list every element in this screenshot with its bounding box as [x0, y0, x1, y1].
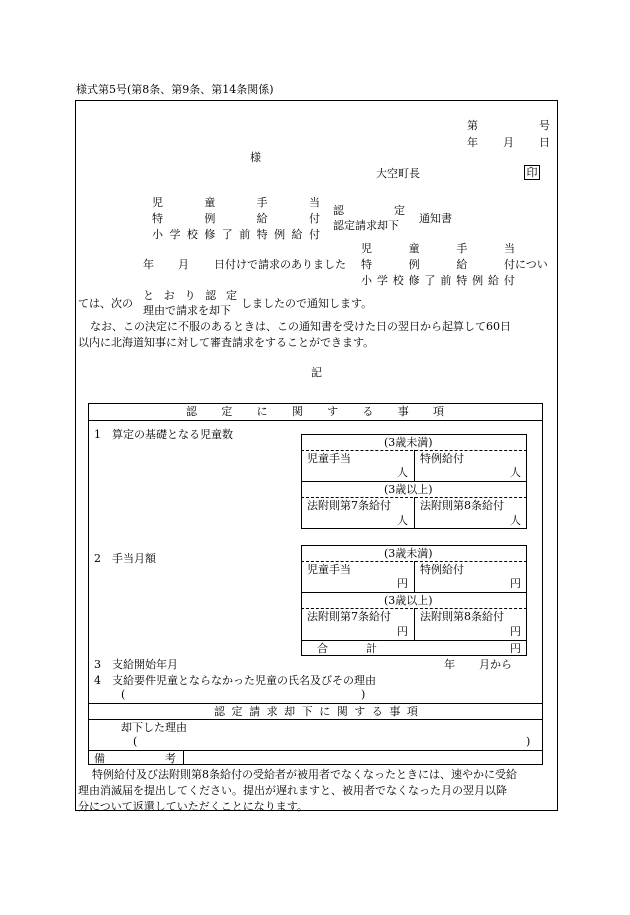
reject-reason-label: 却下した理由 — [121, 721, 187, 734]
body-date-month: 月 — [178, 258, 189, 271]
notice-line3: 分について返還していただくことになります。 — [78, 800, 308, 813]
item1-supp7: 法附則第7条給付 — [307, 499, 391, 512]
remarks-top-line — [88, 750, 543, 751]
reject-header: 認 定 請 求 却 下 に 関 す る 事 項 — [214, 705, 418, 718]
item4-label: 4 支給要件児童とならなかった児童の氏名及びその理由 — [94, 674, 376, 687]
item4-paren-close: ) — [361, 688, 366, 701]
item2-unit-4: 円 — [510, 625, 521, 638]
item3-month: 月から — [479, 658, 512, 671]
item1-over3: (3歳以上) — [384, 483, 433, 496]
item1-vdiv-1 — [414, 450, 415, 481]
body-line2-prefix: ては、次の — [78, 297, 133, 310]
number-suffix: 号 — [539, 119, 550, 132]
date-day-label: 日 — [539, 136, 550, 149]
issuer-name: 大空町長 — [376, 167, 420, 180]
item4-paren-open: ( — [121, 688, 126, 701]
title-allowance-special: 特 例 給 付 — [152, 212, 320, 225]
seal-mark: 印 — [524, 165, 540, 180]
item2-unit-2: 円 — [510, 577, 521, 590]
body-trail: につい — [515, 258, 548, 271]
item1-label: 1 算定の基礎となる児童数 — [94, 428, 233, 441]
item2-unit-3: 円 — [397, 625, 408, 638]
item2-vdiv-2 — [414, 608, 415, 640]
reject-paren-close: ) — [526, 735, 531, 748]
title-suffix: 通知書 — [419, 212, 452, 225]
appeal-line2: 以内に北海道知事に対して審査請求をすることができます。 — [78, 336, 375, 349]
item1-unit-4: 人 — [510, 514, 521, 527]
body-date-text: 日付けで請求のありました — [214, 258, 346, 271]
form-title: 様式第5号(第8条、第9条、第14条関係) — [76, 83, 274, 96]
reject-header-bottom-line — [88, 719, 543, 720]
item1-under3: (3歳未満) — [384, 436, 433, 449]
item2-total-label: 合 計 — [317, 642, 377, 655]
body-result-approve: と お り 認 定 — [143, 289, 237, 302]
body-date-year: 年 — [143, 258, 154, 271]
item2-over3: (3歳以上) — [384, 594, 433, 607]
reject-header-top-line — [88, 703, 543, 704]
item2-child-allowance: 児童手当 — [307, 563, 351, 576]
item2-divider — [301, 592, 527, 593]
ki-heading: 記 — [311, 366, 322, 379]
item2-label: 2 手当月額 — [94, 552, 156, 565]
appeal-line1: なお、この決定に不服のあるときは、この通知書を受けた日の翌日から起算して60日 — [90, 320, 511, 333]
item2-supp7: 法附則第7条給付 — [307, 610, 391, 623]
addressee-suffix: 様 — [250, 151, 261, 164]
item2-special-benefit: 特例給付 — [420, 563, 464, 576]
item1-vdiv-2 — [414, 497, 415, 529]
body-allowance-special: 特 例 給 付 — [361, 258, 515, 271]
item3-label: 3 支給開始年月 — [94, 658, 178, 671]
item2-total-divider — [301, 640, 527, 641]
body-allowance-elementary: 小 学 校 修 了 前 特 例 給 付 — [361, 274, 515, 287]
body-line2-suffix: しましたので通知します。 — [241, 297, 373, 310]
item1-child-allowance: 児童手当 — [307, 452, 351, 465]
item2-supp8: 法附則第8条給付 — [420, 610, 504, 623]
reject-paren-open: ( — [133, 735, 138, 748]
item1-unit-3: 人 — [397, 514, 408, 527]
item1-supp8: 法附則第8条給付 — [420, 499, 504, 512]
item2-vdiv-1 — [414, 561, 415, 592]
remarks-label: 備 考 — [94, 752, 176, 765]
notice-line2: 理由消滅届を提出してください。提出が遅れますと、被用者でなくなった月の翌月以降 — [78, 784, 507, 797]
body-result-reject: 理由で請求を却下 — [143, 304, 231, 317]
title-decision-reject: 認定請求却下 — [333, 219, 399, 232]
date-month-label: 月 — [503, 136, 514, 149]
table-header-approval: 認 定 に 関 す る 事 項 — [186, 405, 444, 418]
item1-divider — [301, 481, 527, 482]
notice-line1: 特例給付及び法附則第8条給付の受給者が被用者でなくなったときには、速やかに受給 — [92, 768, 517, 781]
item2-total-unit: 円 — [510, 642, 521, 655]
date-year-label: 年 — [467, 136, 478, 149]
item1-special-benefit: 特例給付 — [420, 452, 464, 465]
remarks-vdiv — [183, 750, 184, 764]
title-decision-approve: 認 定 — [333, 204, 405, 217]
table-header-divider — [88, 420, 543, 421]
item1-unit-2: 人 — [510, 466, 521, 479]
item1-unit-1: 人 — [397, 466, 408, 479]
number-prefix: 第 — [467, 119, 478, 132]
item3-year: 年 — [444, 658, 455, 671]
title-allowance-child: 児 童 手 当 — [152, 196, 320, 209]
item2-unit-1: 円 — [397, 577, 408, 590]
title-allowance-elementary: 小 学 校 修 了 前 特 例 給 付 — [152, 228, 320, 241]
body-allowance-child: 児 童 手 当 — [361, 242, 515, 255]
item2-under3: (3歳未満) — [384, 547, 433, 560]
